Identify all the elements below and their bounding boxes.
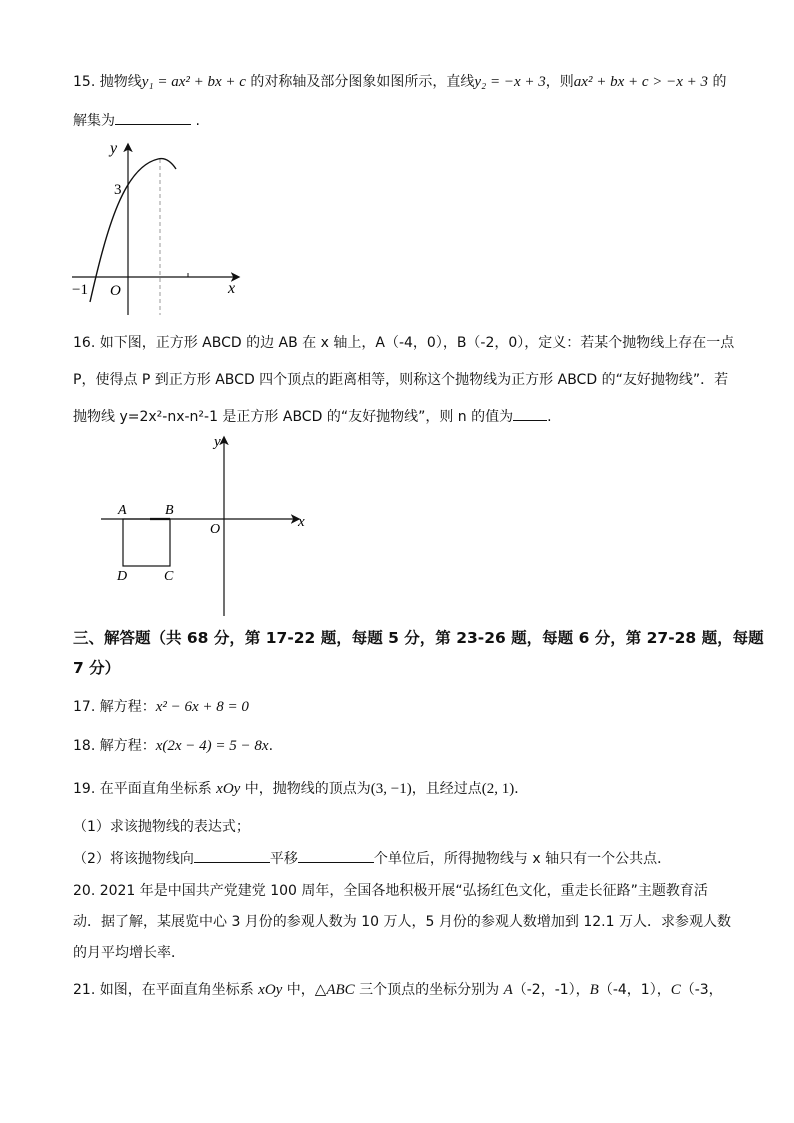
q16-line2: P，使得点 P 到正方形 ABCD 四个顶点的距离相等，则称这个抛物线为正方形 ABCD 的“友好抛物线”．若	[73, 372, 729, 388]
q16-label-c: C	[164, 569, 174, 584]
q18-text: 解方程：	[99, 738, 156, 754]
q21-point-a: A	[503, 982, 513, 998]
q15-text-c: ，则	[545, 74, 574, 90]
q21-b-coord: （-4，1），	[598, 982, 671, 998]
q18-number: 18.	[73, 738, 96, 754]
q19-sub2-c: 个单位后，所得抛物线与 x 轴只有一个公共点．	[373, 851, 672, 867]
q19-number: 19.	[73, 781, 96, 797]
q19-vertex: (3, −1)	[370, 781, 412, 797]
q16-square-graph	[95, 432, 325, 617]
q15-line2	[73, 111, 200, 130]
q19-line1	[73, 780, 528, 798]
q16-line3-text: 抛物线 y=2x²-nx-n²-1 是正方形 ABCD 的“友好抛物线”，则 n 的值为	[73, 409, 514, 425]
q16-answer-blank	[513, 407, 547, 421]
q19-sub2-a: （2）将该抛物线向	[73, 851, 194, 867]
q19-sub2	[73, 849, 671, 868]
q21-triangle: △ABC	[314, 982, 355, 998]
q15-answer-blank	[115, 111, 191, 125]
q15-text-a: 抛物线	[99, 74, 142, 90]
q15-parabola-graph	[62, 137, 262, 317]
q17-equation: x² − 6x + 8 = 0	[155, 699, 249, 715]
q15-x-label: x	[228, 280, 236, 297]
q21-point-b: B	[589, 982, 599, 998]
q21-xoy: xOy	[258, 982, 283, 998]
q19-sub1: （1）求该抛物线的表达式；	[73, 819, 250, 835]
q16-label-b: B	[165, 503, 174, 518]
q16-label-a: A	[118, 503, 127, 518]
q21-line1	[73, 981, 723, 999]
q15-line1	[73, 73, 727, 91]
q15-text-b: 的对称轴及部分图象如图所示，直线	[250, 74, 475, 90]
q15-label-three: 3	[114, 182, 122, 198]
q19-text-a: 在平面直角坐标系	[99, 781, 212, 797]
q16-square-abcd	[123, 519, 170, 566]
q20-line2: 动．据了解，某展览中心 3 月份的参观人数为 10 万人，5 月份的参观人数增加到 12.1 万人．求参观人数	[73, 914, 731, 930]
q15-period: .	[195, 113, 200, 129]
q15-text-d: 的	[712, 74, 727, 90]
q18	[73, 737, 273, 755]
q17-number: 17.	[73, 699, 96, 715]
q19-direction-blank	[194, 849, 270, 863]
q21-c-coord: （-3，	[680, 982, 723, 998]
q15-y2-formula: y₂ = −x + 3	[474, 74, 546, 90]
q16-label-o: O	[210, 522, 221, 537]
q21-text-b: 中，	[286, 982, 315, 998]
q16-period: .	[547, 409, 552, 425]
q19-units-blank	[298, 849, 374, 863]
q15-inequality: ax² + bx + c > −x + 3	[573, 74, 709, 90]
q21-a-coord: （-2，-1），	[512, 982, 590, 998]
q19-sub2-b: 平移	[269, 851, 298, 867]
q17-text: 解方程：	[99, 699, 156, 715]
q19-text-c: ，且经过点	[411, 781, 482, 797]
q16-y-label: y	[214, 434, 221, 450]
q21-point-c: C	[670, 982, 681, 998]
q18-period: .	[268, 738, 274, 754]
q15-label-minus-one: −1	[72, 282, 88, 298]
q21-text-a: 如图，在平面直角坐标系	[99, 982, 254, 998]
q15-solution-label: 解集为	[73, 113, 115, 129]
section3-heading-line2: 7 分）	[73, 659, 121, 677]
q21-text-c: 三个顶点的坐标分别为	[359, 982, 500, 998]
q19-xoy: xOy	[216, 781, 241, 797]
q18-equation: x(2x − 4) = 5 − 8x	[155, 738, 269, 754]
q19-period: ．	[514, 781, 529, 797]
q15-label-origin: O	[110, 283, 121, 299]
q19-text-b: 中，抛物线的顶点为	[244, 781, 371, 797]
section3-heading-line1: 三、解答题（共 68 分，第 17-22 题，每题 5 分，第 23-26 题，每题 6 分，第 27-28 题，每题	[73, 629, 764, 647]
q15-y1-formula: y₁ = ax² + bx + c	[141, 74, 246, 90]
q15-y-label: y	[110, 140, 118, 157]
q16-label-d: D	[117, 569, 128, 584]
q17	[73, 698, 249, 716]
q16-x-label: x	[298, 514, 305, 530]
q20-line1: 20. 2021 年是中国共产党建党 100 周年，全国各地积极开展“弘扬红色文化，重走长征路”主题教育活	[73, 883, 708, 899]
q15-number: 15.	[73, 74, 96, 90]
q16-line1: 16. 如下图，正方形 ABCD 的边 AB 在 x 轴上，A（-4，0），B（-2，0），定义：若某个抛物线上存在一点	[73, 335, 735, 351]
q20-line3: 的月平均增长率．	[73, 945, 185, 961]
q15-parabola-curve	[90, 159, 176, 302]
q21-number: 21.	[73, 982, 96, 998]
q16-line3	[73, 407, 552, 426]
q19-point: (2, 1)	[481, 781, 515, 797]
